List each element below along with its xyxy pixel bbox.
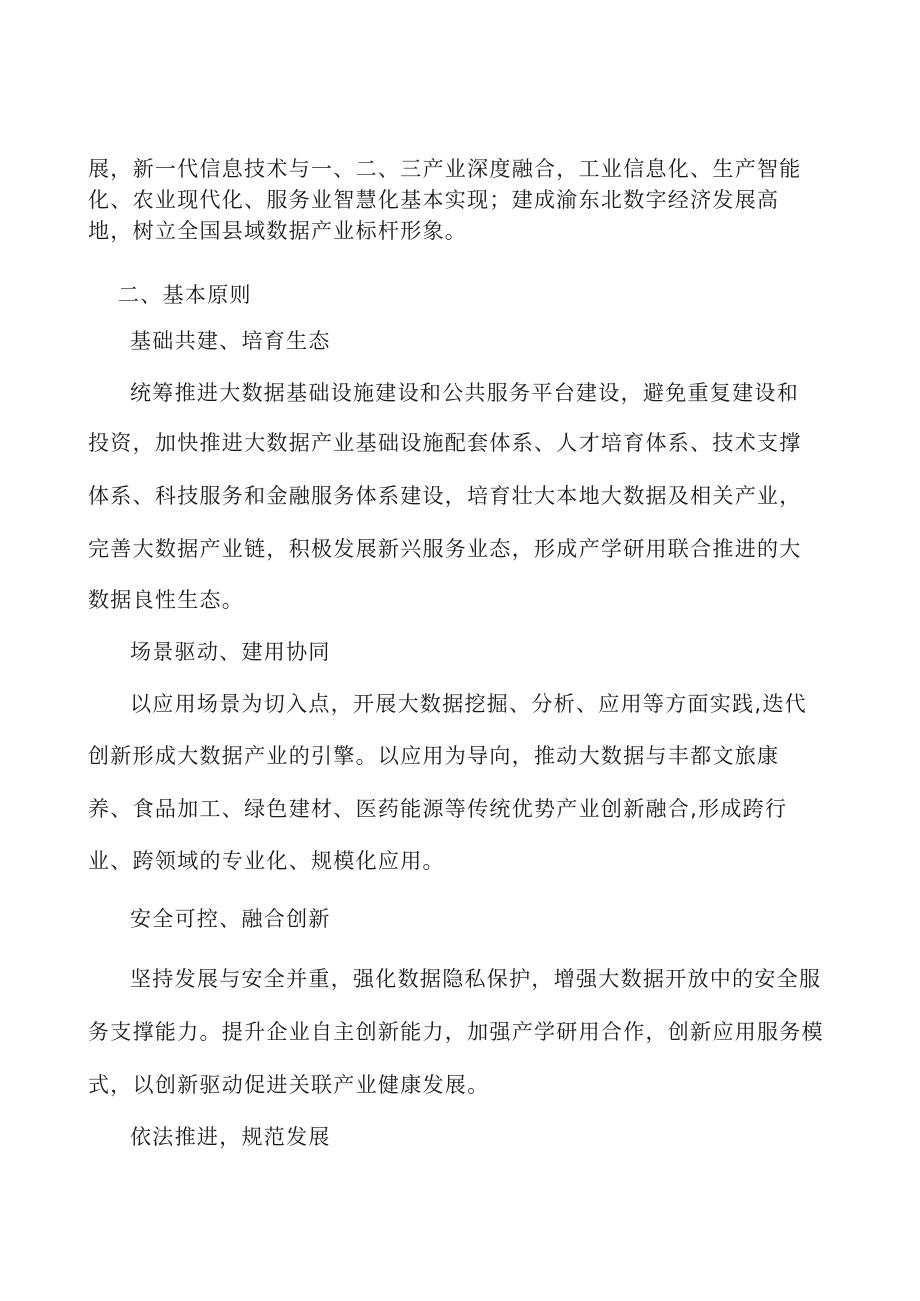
text-line: 坚持发展与安全并重，强化数据隐私保护，增强大数据开放中的安全服 (130, 967, 822, 991)
text-line: 以应用场景为切入点，开展大数据挖掘、分析、应用等方面实践,迭代 (130, 692, 807, 716)
text-line: 化、农业现代化、服务业智慧化基本实现；建成渝东北数字经济发展高 (88, 188, 780, 212)
text-line: 创新形成大数据产业的引擎。以应用为导向，推动大数据与丰都文旅康 (88, 744, 780, 768)
principle-title: 场景驱动、建用协同 (130, 640, 331, 664)
text-line: 统筹推进大数据基础设施建设和公共服务平台建设，避免重复建设和 (130, 381, 799, 405)
text-line: 养、食品加工、绿色建材、医药能源等传统优势产业创新融合,形成跨行 (88, 797, 788, 821)
text-line: 务支撑能力。提升企业自主创新能力，加强产学研用合作，创新应用服务模 (88, 1020, 824, 1044)
text-line: 投资，加快推进大数据产业基础设施配套体系、人才培育体系、技术支撑 (88, 431, 802, 455)
section-heading: 二、基本原则 (118, 283, 252, 307)
text-line: 式，以创新驱动促进关联产业健康发展。 (88, 1073, 490, 1097)
principle-title: 基础共建、培育生态 (130, 329, 331, 353)
text-line: 展，新一代信息技术与一、二、三产业深度融合，工业信息化、生产智能 (88, 157, 802, 181)
text-line: 数据良性生态。 (88, 588, 245, 612)
text-line: 体系、科技服务和金融服务体系建设，培育壮大本地大数据及相关产业， (88, 484, 802, 508)
principle-title: 依法推进，规范发展 (130, 1125, 331, 1149)
principle-title: 安全可控、融合创新 (130, 907, 331, 931)
text-line: 地，树立全国县域数据产业标杆形象。 (88, 219, 468, 243)
text-line: 业、跨领域的专业化、规模化应用。 (88, 849, 445, 873)
text-line: 完善大数据产业链，积极发展新兴服务业态，形成产学研用联合推进的大 (88, 537, 802, 561)
